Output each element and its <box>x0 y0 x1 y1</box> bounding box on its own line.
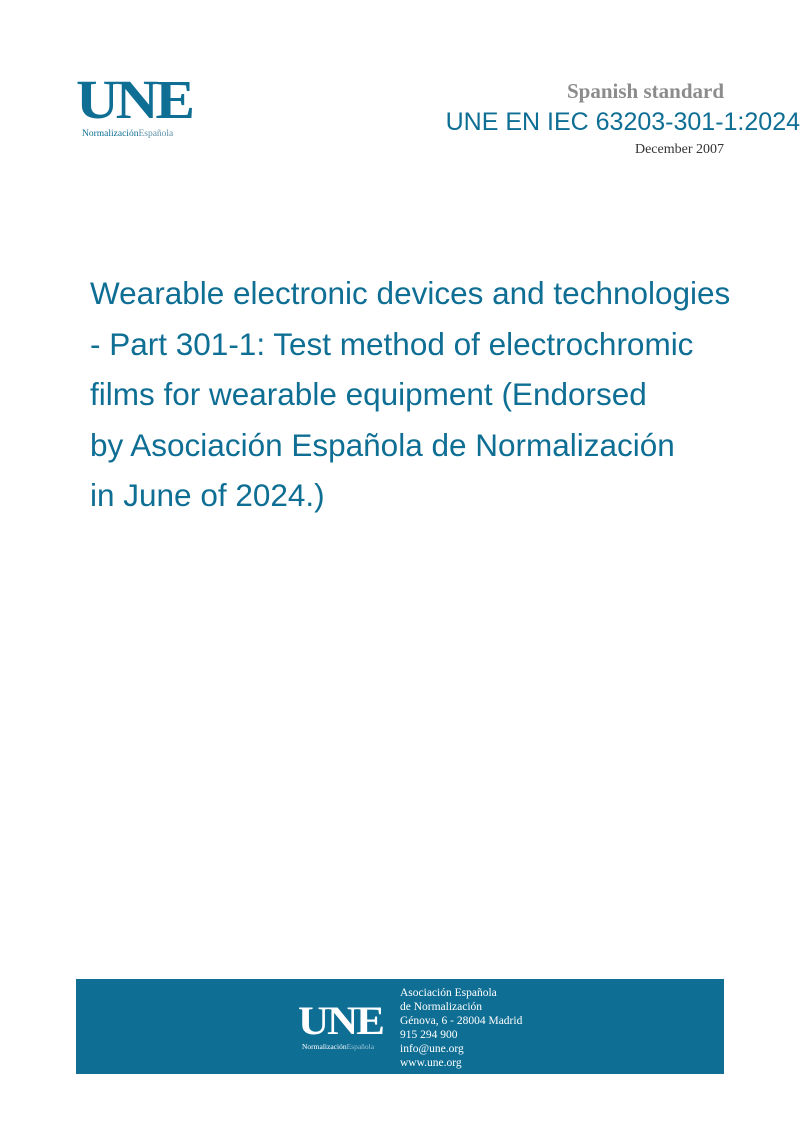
standard-header <box>380 78 800 158</box>
footer-phone: 915 294 900 <box>400 1028 458 1041</box>
standard-type: Spanish standard <box>567 79 724 103</box>
footer-org-name-2: de Normalización <box>400 1000 483 1013</box>
footer-logo-tagline-primary: Normalización <box>302 1042 347 1051</box>
logo-tagline-primary: Normalización <box>82 129 139 139</box>
standard-date: December 2007 <box>634 142 724 157</box>
title-line: by Asociación Española de Normalización <box>90 426 675 463</box>
title-line: Wearable electronic devices and technologies <box>90 275 731 311</box>
footer-email: info@une.org <box>400 1042 464 1055</box>
logo-tagline <box>82 129 196 139</box>
footer-logo-tagline <box>302 1042 376 1051</box>
title-line: in June of 2024.) <box>90 477 325 513</box>
document-title <box>90 268 780 521</box>
title-line: - Part 301-1: Test method of electrochromic <box>90 325 694 362</box>
title-line: films for wearable equipment (Endorsed <box>90 376 647 412</box>
footer-banner <box>76 979 724 1074</box>
une-logo <box>76 69 196 139</box>
logo-tagline-secondary: Española <box>138 129 174 139</box>
footer-logo-word: UNE <box>298 998 383 1043</box>
standard-code: UNE EN IEC 63203-301-1:2024 <box>445 108 800 136</box>
footer-contact <box>400 987 522 1070</box>
footer-logo-tagline-secondary: Española <box>346 1042 375 1051</box>
footer-org-name-1: Asociación Española <box>400 987 497 999</box>
footer-website: www.une.org <box>400 1056 462 1069</box>
footer-logo <box>298 998 383 1051</box>
logo-word: UNE <box>76 69 192 130</box>
footer-address: Génova, 6 - 28004 Madrid <box>400 1014 523 1027</box>
